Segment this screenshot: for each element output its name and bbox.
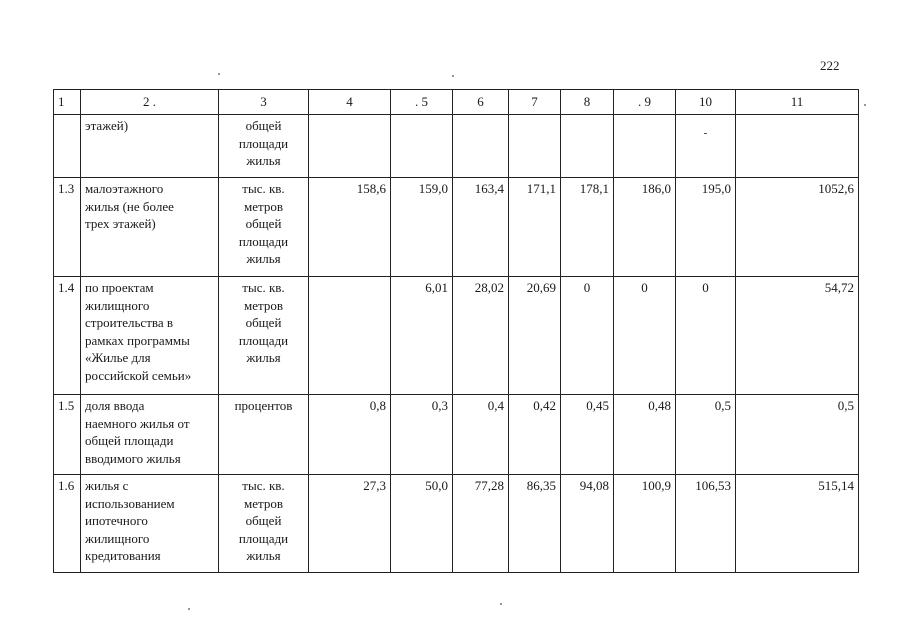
header-cell: 2 . <box>81 90 219 115</box>
value-cell: 50,0 <box>391 475 453 573</box>
header-cell: 8 <box>561 90 614 115</box>
row-name: жилья с использованием ипотечного жилищного кредитования <box>81 475 219 573</box>
page-number: 222 <box>820 58 840 73</box>
value-cell <box>309 115 391 178</box>
row-name: малоэтажного жилья (не более трех этажей) <box>81 178 219 277</box>
value-cell: 28,02 <box>453 277 509 395</box>
value-cell <box>736 115 859 178</box>
row-id: 1.6 <box>54 475 81 573</box>
row-unit: процентов <box>219 395 309 475</box>
value-cell: 94,08 <box>561 475 614 573</box>
row-id <box>54 115 81 178</box>
table-row <box>54 178 859 277</box>
scan-speck <box>864 104 866 106</box>
value-cell: 6,01 <box>391 277 453 395</box>
value-cell: 163,4 <box>453 178 509 277</box>
value-cell: 0,3 <box>391 395 453 475</box>
scan-speck <box>500 603 502 605</box>
value-cell <box>509 115 561 178</box>
value-cell: 0,45 <box>561 395 614 475</box>
value-cell <box>309 277 391 395</box>
value-cell: 0,5 <box>676 395 736 475</box>
value-cell: 106,53 <box>676 475 736 573</box>
header-cell: . 9 <box>614 90 676 115</box>
scan-speck <box>218 73 220 75</box>
value-cell: 186,0 <box>614 178 676 277</box>
value-cell <box>391 115 453 178</box>
indicator-table <box>53 89 859 573</box>
row-id: 1.5 <box>54 395 81 475</box>
value-cell: 178,1 <box>561 178 614 277</box>
value-cell: 171,1 <box>509 178 561 277</box>
row-id: 1.4 <box>54 277 81 395</box>
row-name: доля ввода наемного жилья от общей площади вводимого жилья <box>81 395 219 475</box>
table-header-row <box>54 90 859 115</box>
value-cell: 0,5 <box>736 395 859 475</box>
row-unit: общей площади жилья <box>219 115 309 178</box>
value-cell: 0,4 <box>453 395 509 475</box>
value-cell: 195,0 <box>676 178 736 277</box>
dash-cell: - <box>676 115 736 178</box>
table-row <box>54 395 859 475</box>
table-row <box>54 475 859 573</box>
value-cell <box>614 115 676 178</box>
value-cell: 0 <box>561 277 614 395</box>
value-cell <box>561 115 614 178</box>
header-cell: 6 <box>453 90 509 115</box>
scan-speck <box>188 608 190 610</box>
value-cell: 0 <box>614 277 676 395</box>
value-cell: 0,8 <box>309 395 391 475</box>
row-name: по проектам жилищного строительства в рамках программы «Жилье для российской семьи» <box>81 277 219 395</box>
value-cell: 20,69 <box>509 277 561 395</box>
scan-speck <box>452 75 454 77</box>
row-name: этажей) <box>81 115 219 178</box>
header-cell: 11 <box>736 90 859 115</box>
value-cell: 0,48 <box>614 395 676 475</box>
value-cell: 100,9 <box>614 475 676 573</box>
row-unit: тыс. кв. метров общей площади жилья <box>219 178 309 277</box>
value-cell: 27,3 <box>309 475 391 573</box>
row-unit: тыс. кв. метров общей площади жилья <box>219 475 309 573</box>
value-cell: 0 <box>676 277 736 395</box>
value-cell: 86,35 <box>509 475 561 573</box>
header-cell: 1 <box>54 90 81 115</box>
value-cell: 515,14 <box>736 475 859 573</box>
value-cell: 54,72 <box>736 277 859 395</box>
value-cell: 1052,6 <box>736 178 859 277</box>
header-cell: . 5 <box>391 90 453 115</box>
value-cell: 0,42 <box>509 395 561 475</box>
header-cell: 3 <box>219 90 309 115</box>
value-cell <box>453 115 509 178</box>
table-row <box>54 115 859 178</box>
header-cell: 7 <box>509 90 561 115</box>
header-cell: 4 <box>309 90 391 115</box>
row-id: 1.3 <box>54 178 81 277</box>
table-row <box>54 277 859 395</box>
value-cell: 77,28 <box>453 475 509 573</box>
value-cell: 158,6 <box>309 178 391 277</box>
header-cell: 10 <box>676 90 736 115</box>
row-unit: тыс. кв. метров общей площади жилья <box>219 277 309 395</box>
value-cell: 159,0 <box>391 178 453 277</box>
